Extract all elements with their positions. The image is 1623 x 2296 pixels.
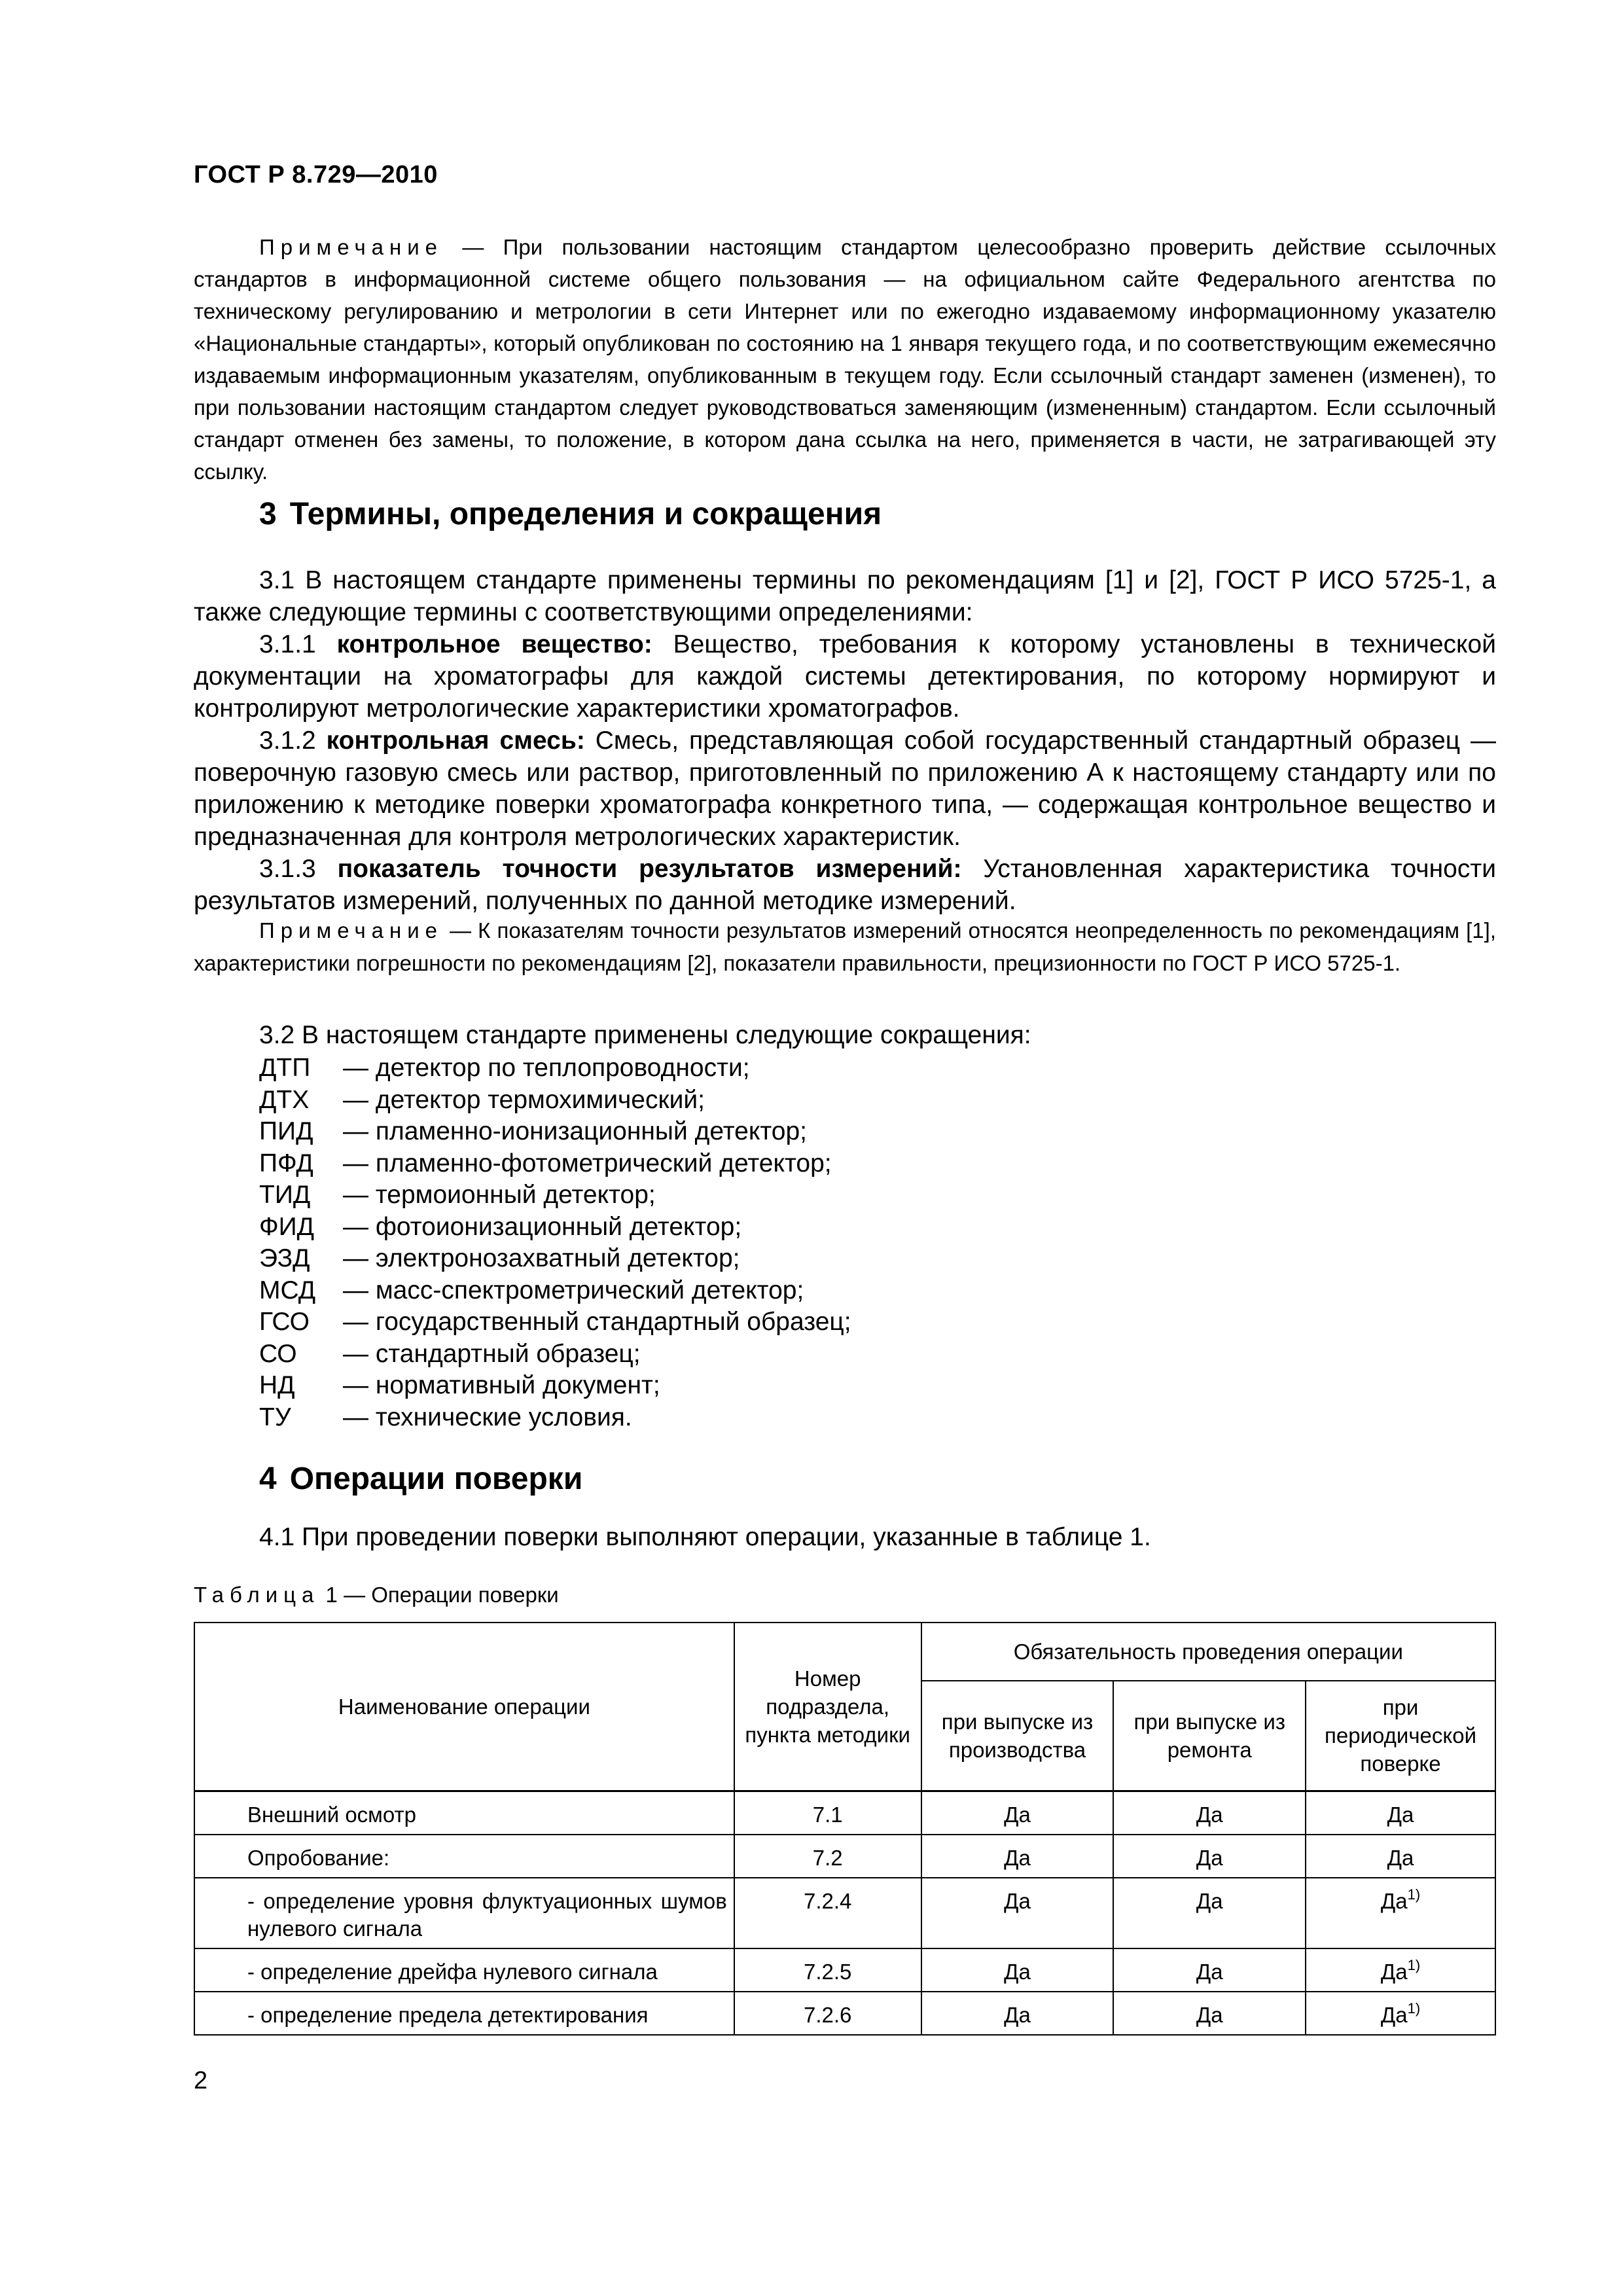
periodic-value [1306,1791,1495,1835]
abbreviation-code: ПИД [259,1117,313,1145]
abbreviation-item [259,1116,851,1148]
release-value-text: Да [1004,1802,1031,1827]
abbreviation-item [259,1338,851,1371]
release-value-text: Да [1004,2002,1031,2027]
note-accuracy [194,914,1496,980]
abbreviation-code: ЭЗД [259,1244,310,1272]
release-value [921,1791,1114,1835]
table-caption [194,1583,559,1607]
section-number [734,1992,921,2035]
header-release: при выпуске из производства [921,1681,1114,1791]
abbreviation-item [259,1275,851,1307]
abbreviation-item [259,1085,851,1117]
section-number [734,1791,921,1835]
section-number-text: 7.2.6 [803,2002,852,2027]
release-value-text: Да [1004,1888,1031,1913]
abbreviation-code: ТУ [259,1403,291,1431]
operations-table [194,1622,1496,2036]
note-label: Примечание [259,918,444,942]
periodic-value-text: Да [1380,2002,1408,2027]
caption-text: 1 — Операции поверки [319,1583,559,1607]
operation-name [194,1878,734,1948]
abbreviation-description: — электронозахватный детектор; [343,1244,740,1272]
header-operation-name: Наименование операции [194,1623,734,1791]
abbreviation-code: МСД [259,1276,316,1304]
abbreviation-description: — технические условия. [343,1403,632,1431]
section-number-text: 7.1 [812,1802,843,1827]
abbreviation-item [259,1402,851,1434]
repair-value [1113,1878,1306,1948]
definition: Смесь, представляющая собой государственный стандартный образец — поверочную газовую смесь или раствор, приготовленный по приложению А к настоящему стандарту или по приложению к методике поверки хроматографа конкретного типа, — содержащая контрольное вещество и предназначенная для контроля метрологических характеристик. [194,726,1496,851]
paragraph-3-1-1 [194,628,1496,725]
abbreviation-item [259,1179,851,1211]
abbreviation-description: — фотоионизационный детектор; [343,1212,742,1241]
abbreviation-description: — нормативный документ; [343,1371,660,1399]
abbreviation-description: — государственный стандартный образец; [343,1308,851,1336]
footnote-marker: 1) [1407,1886,1421,1903]
abbreviation-item [259,1243,851,1275]
section-title: Операции поверки [289,1462,583,1496]
operation-name [194,1992,734,2035]
periodic-value [1306,1835,1495,1878]
note-text: — При пользовании настоящим стандартом целесообразно проверить действие ссылочных стандартов в информационной системе общего пользования — на официальном сайте Федерального агентства по техническому регулированию и метрологии в сети Интернет или по ежегодно издаваемому информационному указателю «Национальные стандарты», который опубликован по состоянию на 1 января текущего года, и по соответствующим ежемесячно издаваемым информационным указателям, опубликованным в текущем году. Если ссылочный стандарт заменен (изменен), то при пользовании настоящим стандартом следует руководствоваться заменяющим (измененным) стандартом. Если ссылочный стандарт отменен без замены, то положение, в котором дана ссылка на него, применяется в части, не затрагивающей эту ссылку. [194,235,1496,484]
term: контрольная смесь: [326,726,585,755]
section-number-text: 7.2.5 [803,1959,852,1984]
table-row [194,1791,1495,1835]
abbreviation-description: — детектор по теплопроводности; [343,1054,750,1082]
paragraph-4-1: 4.1 При проведении поверки выполняют операции, указанные в таблице 1. [259,1523,1151,1551]
definition: Установленная характеристика точности результатов измерений, полученных по данной методике измерений. [194,855,1496,915]
repair-value-text: Да [1196,1959,1223,1984]
operation-name [194,1835,734,1878]
abbreviation-item [259,1306,851,1338]
abbreviation-item [259,1052,851,1085]
document-header: ГОСТ Р 8.729—2010 [194,161,438,188]
note-references [194,231,1496,488]
repair-value-text: Да [1196,1888,1223,1913]
periodic-value-text: Да [1387,1802,1414,1827]
clause-number: 3.1.2 [259,726,327,755]
abbreviation-list [259,1052,851,1433]
periodic-value [1306,1878,1495,1948]
footnote-marker: 1) [1407,2000,1421,2017]
abbreviation-item [259,1370,851,1402]
repair-value [1113,1791,1306,1835]
periodic-value-text: Да [1380,1959,1408,1984]
table-row [194,1835,1495,1878]
periodic-value-text: Да [1380,1888,1408,1913]
release-value [921,1948,1114,1992]
periodic-value [1306,1992,1495,2035]
abbreviation-description: — масс-спектрометрический детектор; [343,1276,804,1304]
section-3-body [194,564,1496,917]
table-row [194,1948,1495,1992]
abbreviation-code: ГСО [259,1308,310,1336]
operation-name-text: Опробование: [247,1845,390,1870]
abbreviation-item [259,1148,851,1180]
footnote-marker: 1) [1407,1956,1421,1973]
abbreviation-description: — термоионный детектор; [343,1181,656,1209]
paragraph-3-1: 3.1 В настоящем стандарте применены термины по рекомендациям [1] и [2], ГОСТ Р ИСО 5725-1, а также следующие термины с соответствующими определениями: [194,566,1496,626]
abbreviation-code: НД [259,1371,295,1399]
note-label: Примечание [259,235,444,259]
periodic-value [1306,1948,1495,1992]
operation-name-text: - определение уровня флуктуационных шумов нулевого сигнала [247,1888,727,1941]
abbreviation-code: ТИД [259,1181,311,1209]
abbreviation-item [259,1211,851,1244]
periodic-value-text: Да [1387,1845,1414,1870]
operation-name-text: Внешний осмотр [247,1802,416,1827]
abbreviation-description: — пламенно-фотометрический детектор; [343,1149,832,1177]
release-value [921,1878,1114,1948]
section-3-heading [259,496,882,532]
section-number [734,1835,921,1878]
table-row [194,1878,1495,1948]
release-value-text: Да [1004,1845,1031,1870]
release-value [921,1992,1114,2035]
clause-number: 3.1.3 [259,855,338,883]
header-repair: при выпуске из ремонта [1113,1681,1306,1791]
term: контрольное вещество: [336,630,652,658]
release-value [921,1835,1114,1878]
term: показатель точности результатов измерений: [337,855,962,883]
repair-value-text: Да [1196,1845,1223,1870]
caption-label: Таблица [194,1583,320,1607]
abbreviation-description: — детектор термохимический; [343,1085,705,1114]
section-4-heading [259,1461,582,1497]
table-row [194,1992,1495,2035]
abbreviation-code: ДТХ [259,1085,310,1114]
abbreviation-code: ФИД [259,1212,315,1241]
repair-value-text: Да [1196,2002,1223,2027]
paragraph-3-2: 3.2 В настоящем стандарте применены следующие сокращения: [259,1021,1031,1049]
page-number: 2 [194,2067,208,2094]
definition: Вещество, требования к которому установлены в технической документации на хроматографы для каждой системы детектирования, по которому нормируют и контролируют метрологические характеристики хроматографов. [194,630,1497,723]
repair-value [1113,1835,1306,1878]
section-title: Термины, определения и сокращения [289,497,882,531]
abbreviation-code: ПФД [259,1149,313,1177]
section-number: 3 [259,497,277,531]
section-number-text: 7.2 [812,1845,843,1870]
header-obligation: Обязательность проведения операции [921,1623,1495,1681]
repair-value [1113,1992,1306,2035]
section-number [734,1948,921,1992]
operation-name-text: - определение предела детектирования [247,2002,649,2027]
repair-value-text: Да [1196,1802,1223,1827]
header-section-number: Номер подраздела, пункта методики [734,1623,921,1791]
note-text: — К показателям точности результатов измерений относятся неопределенность по рекомендациям [1], характеристики погрешности по рекомендациям [2], показатели правильности, прецизионности по ГОСТ Р ИСО 5725-1. [194,918,1496,975]
operation-name [194,1791,734,1835]
clause-number: 3.1.1 [259,630,337,658]
abbreviation-description: — пламенно-ионизационный детектор; [343,1117,807,1145]
section-number-text: 7.2.4 [803,1888,852,1913]
repair-value [1113,1948,1306,1992]
operation-name-text: - определение дрейфа нулевого сигнала [247,1959,658,1984]
section-number: 4 [259,1462,277,1496]
abbreviation-code: ДТП [259,1054,311,1082]
release-value-text: Да [1004,1959,1031,1984]
header-periodic: при периодической поверке [1306,1681,1495,1791]
abbreviation-code: СО [259,1339,297,1368]
abbreviation-description: — стандартный образец; [343,1339,641,1368]
paragraph-3-1-2 [194,725,1496,853]
section-number [734,1878,921,1948]
operation-name [194,1948,734,1992]
paragraph-3-1-3 [194,853,1496,917]
